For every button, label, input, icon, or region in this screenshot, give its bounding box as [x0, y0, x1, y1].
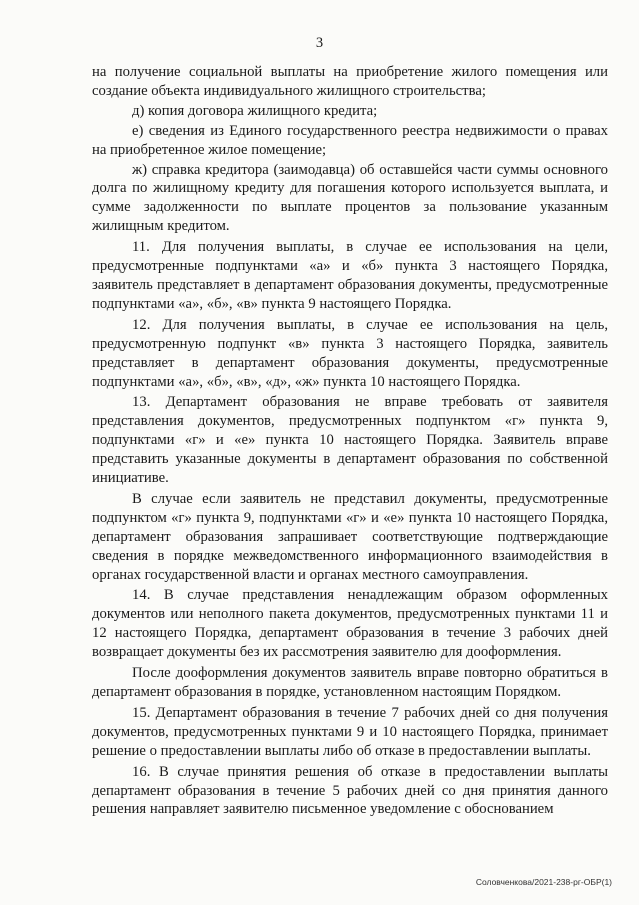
paragraph-14-continued: После дооформления документов заявитель вправе повторно обратиться в департамент образования в порядке, установленном настоящим Порядком. — [92, 665, 608, 700]
paragraph: на получение социальной выплаты на приобретение жилого помещения или создание объекта индивидуального жилищного строительства; — [92, 64, 608, 99]
paragraph-item-e: е) сведения из Единого государственного реестра недвижимости о правах на приобретенное жилое помещение; — [92, 122, 608, 158]
paragraph-14: 14. В случае представления ненадлежащим образом оформленных документов или неполного пакета документов, предусмотренных пунктами 11 и 12 настоящего Порядка, департамент образования в течение 3 рабочих дней возвращает документы без их рассмотрения заявителю для дооформления. — [92, 587, 608, 661]
paragraph-13: 13. Департамент образования не вправе требовать от заявителя представления документов, предусмотренных подпунктом «г» пункта 9, подпунктами «г» и «е» пункта 10 настоящего Порядка. Заявитель вправе представить указанные документы в департамент образования по собственной инициативе. — [92, 394, 608, 487]
paragraph-item-d: д) копия договора жилищного кредита; — [132, 102, 378, 119]
paragraph-11: 11. Для получения выплаты, в случае ее использования на цели, предусмотренные подпунктами «а» и «б» пункта 3 настоящего Порядка, заявитель представляет в департамент образования документы, предусмотренные подпунктами «а», «б», «в» пункта 9 настоящего Порядка. — [92, 239, 608, 312]
paragraph-15: 15. Департамент образования в течение 7 рабочих дней со дня получения документов, предусмотренных пунктами 9 и 10 настоящего Порядка, принимает решение о предоставлении выплаты либо об отказе в предоставлении выплаты. — [92, 704, 608, 759]
paragraph-12: 12. Для получения выплаты, в случае ее использования на цель, предусмотренную подпункт «в» пункта 3 настоящего Порядка, заявитель представляет в департамент образования документы, предусмотренные подпунктами «а», «б», «в», «д», «ж» пункта 10 настоящего Порядка. — [92, 316, 608, 390]
paragraph-13-continued: В случае если заявитель не представил документы, предусмотренные подпунктом «г» пункта 9, подпунктами «г» и «е» пункта 10 настоящего Порядка, департамент образования запрашивает соответствующие подтверждающие сведения в порядке межведомственного информационного взаимодействия в органах государственной власти и органах местного самоуправления. — [92, 490, 608, 583]
paragraph-item-zh: ж) справка кредитора (заимодавца) об оставшейся части суммы основного долга по жилищному кредиту для погашения которого используется выплата, и сумме задолженности по выплате процентов за пользование указанным жилищным кредитом. — [92, 161, 608, 235]
document-body — [92, 63, 608, 820]
document-footer-code: Соловченкова/2021-238-рг-ОБР(1) — [475, 877, 612, 887]
page-number: 3 — [315, 35, 324, 51]
paragraph-16: 16. В случае принятия решения об отказе в предоставлении выплаты департамент образования в течение 5 рабочих дней со дня принятия данного решения направляет заявителю письменное уведомление с обоснованием — [92, 763, 608, 818]
